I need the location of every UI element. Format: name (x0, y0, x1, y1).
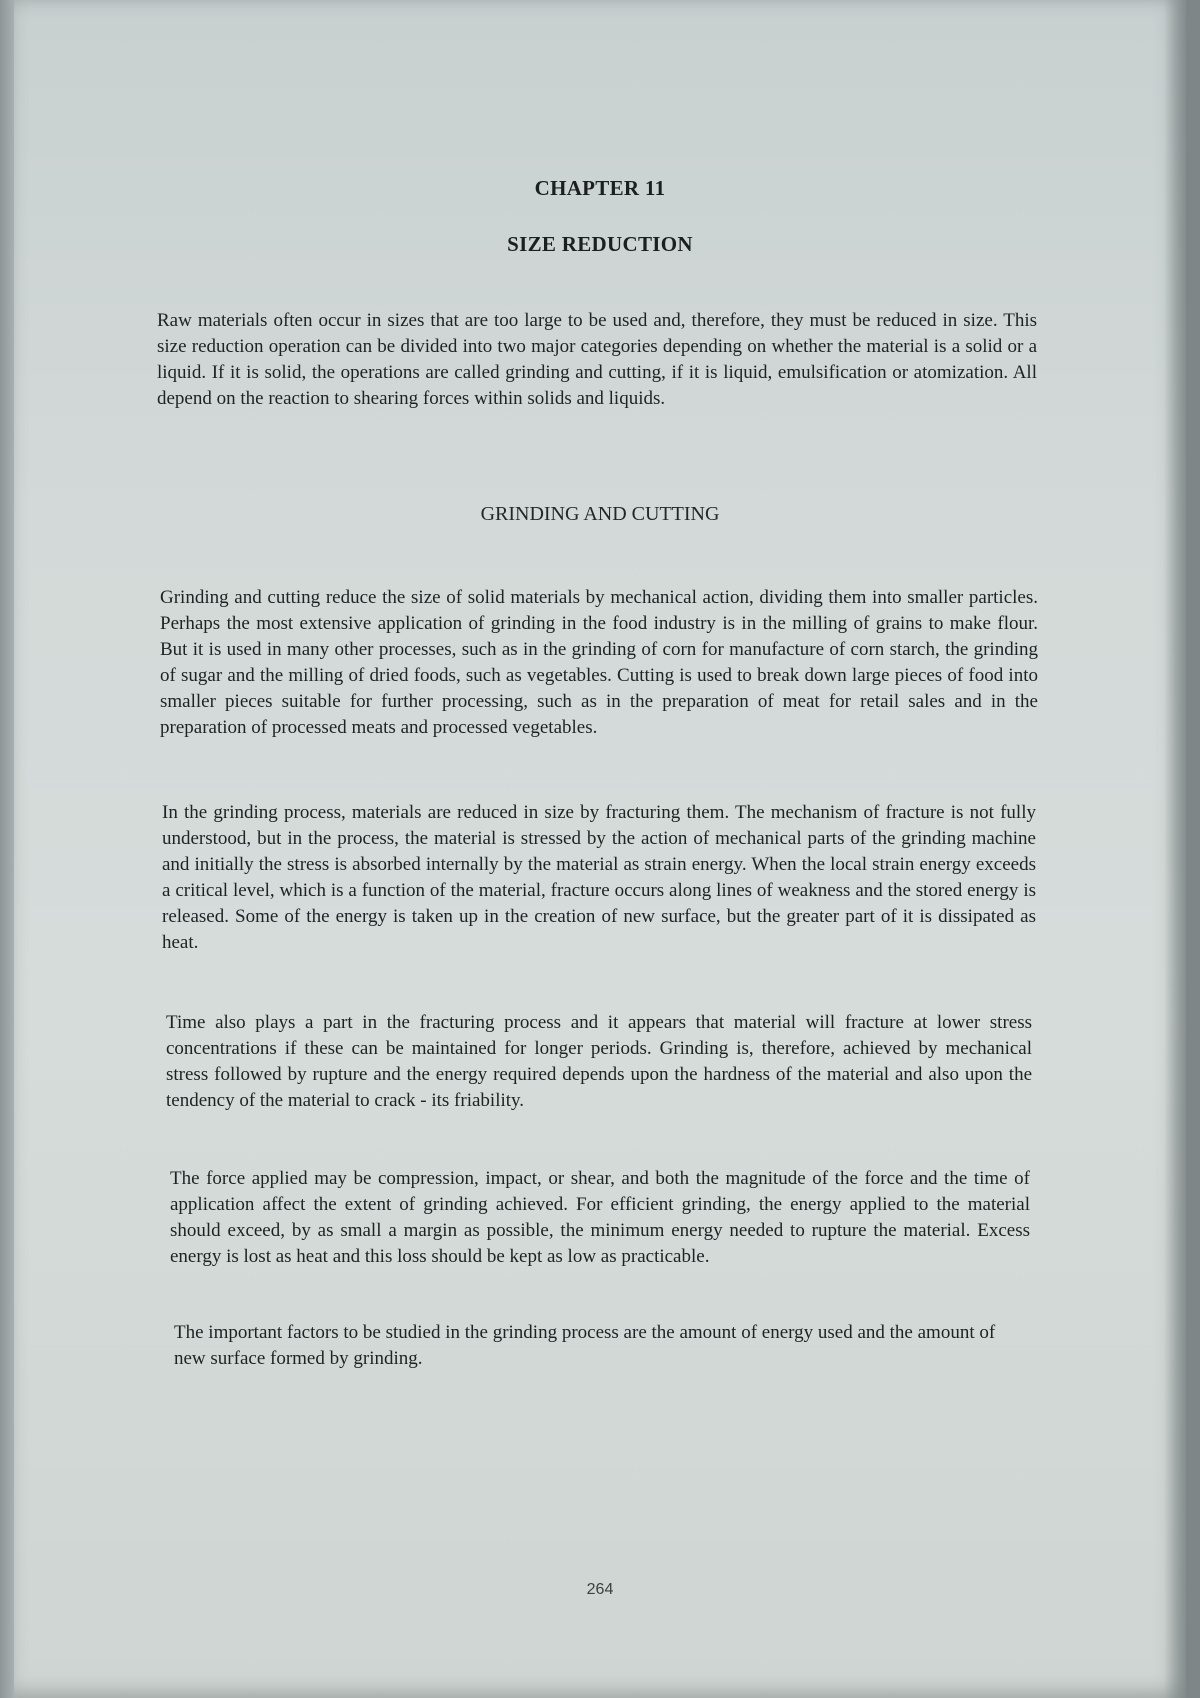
body-paragraph: Time also plays a part in the fracturing process and it appears that material will fracture at lower stress concentrations if these can be maintained for longer periods. Grinding is, therefore, achieved by mechanical stress followed by rupture and the energy required depends upon the hardness of the material and also upon the tendency of the material to crack - its friability. (166, 1012, 1032, 1111)
section-heading: GRINDING AND CUTTING (480, 503, 720, 525)
page-number: 264 (586, 1581, 614, 1598)
chapter-title: SIZE REDUCTION (507, 232, 693, 256)
intro-paragraph: Raw materials often occur in sizes that are too large to be used and, therefore, they must be reduced in size. This size reduction operation can be divided into two major categories depending on whether the material is a solid or a liquid. If it is solid, the operations are called grinding and cutting, if it is liquid, emulsification or atomization. All depend on the reaction to shearing forces within solids and liquids. (157, 310, 1037, 409)
body-paragraph: In the grinding process, materials are reduced in size by fracturing them. The mechanism of fracture is not fully understood, but in the process, the material is stressed by the action of mechanical parts of the grinding machine and initially the stress is absorbed internally by the material as strain energy. When the local strain energy exceeds a critical level, which is a function of the material, fracture occurs along lines of weakness and the stored energy is released. Some of the energy is taken up in the creation of new surface, but the greater part of it is dissipated as heat. (162, 802, 1036, 953)
chapter-label: CHAPTER 11 (534, 176, 666, 200)
body-paragraph: The important factors to be studied in the grinding process are the amount of energy used and the amount of new surface formed by grinding. (174, 1322, 996, 1369)
body-paragraph: The force applied may be compression, impact, or shear, and both the magnitude of the force and the time of application affect the extent of grinding achieved. For efficient grinding, the energy applied to the material should exceed, by as small a margin as possible, the minimum energy needed to rupture the material. Excess energy is lost as heat and this loss should be kept as low as practicable. (170, 1168, 1030, 1267)
body-paragraph: Grinding and cutting reduce the size of solid materials by mechanical action, dividing them into smaller particles. Perhaps the most extensive application of grinding in the food industry is in the milling of grains to make flour. But it is used in many other processes, such as in the grinding of corn for manufacture of corn starch, the grinding of sugar and the milling of dried foods, such as vegetables. Cutting is used to break down large pieces of food into smaller pieces suitable for further processing, such as in the preparation of meat for retail sales and in the preparation of processed meats and processed vegetables. (160, 587, 1038, 738)
